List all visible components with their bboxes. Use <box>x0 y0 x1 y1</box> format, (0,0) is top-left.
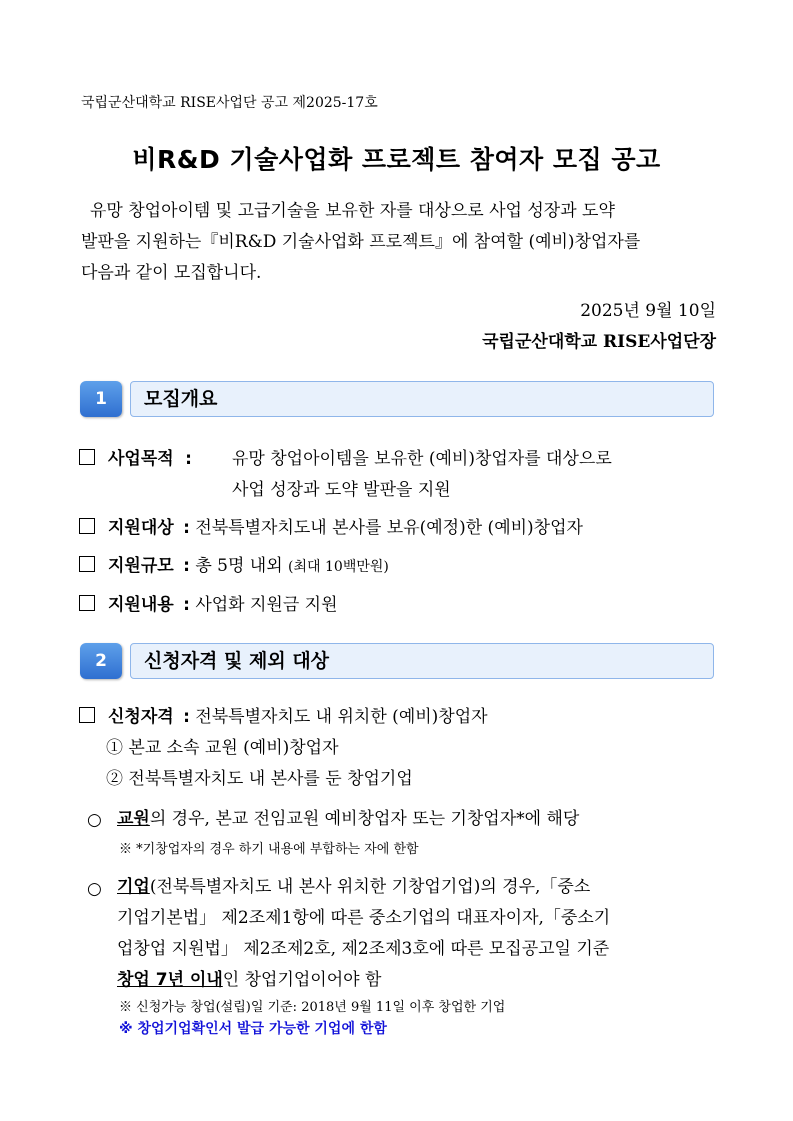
faculty-note: ※ *기창업자의 경우 하기 내용에 부합하는 자에 한함 <box>119 842 419 857</box>
item-purpose <box>79 444 192 469</box>
company-line-1: (전북특별자치도 내 본사 위치한 기창업기업)의 경우,「중소 <box>149 877 591 897</box>
page-title: 비R&D 기술사업화 프로젝트 참여자 모집 공고 <box>132 145 661 174</box>
checkbox-icon <box>79 449 95 465</box>
item-purpose-text: 유망 창업아이템을 보유한 (예비)창업자를 대상으로 <box>232 449 612 469</box>
item-target <box>79 513 583 538</box>
item-label: 지원내용 <box>108 595 174 615</box>
item-label: 지원대상 <box>108 518 174 538</box>
item-text-small: (최대 10백만원) <box>288 559 389 575</box>
company-line-2: 기업기본법」 제2조제1항에 따른 중소기업의 대표자이자,「중소기 <box>117 908 611 928</box>
section-2-title: 신청자격 및 제외 대상 <box>130 643 714 679</box>
checkbox-icon <box>79 518 95 534</box>
announcement-date: 2025년 9월 10일 <box>580 301 716 321</box>
section-1-title: 모집개요 <box>130 381 714 417</box>
intro-paragraph <box>81 196 717 289</box>
checkbox-icon <box>79 707 95 723</box>
company-paragraph <box>117 872 718 996</box>
item-text: 사업화 지원금 지원 <box>195 595 338 615</box>
section-1-number: 1 <box>80 381 122 417</box>
section-2-number: 2 <box>80 643 122 679</box>
item-text: 전북특별자치도 내 위치한 (예비)창업자 <box>195 707 488 727</box>
item-text: 총 5명 내외 <box>195 556 283 576</box>
item-label: 신청자격 <box>108 707 174 727</box>
item-purpose-text-2: 사업 성장과 도약 발판을 지원 <box>232 480 451 500</box>
item-content <box>79 590 338 615</box>
company-note-blue: ※ 창업기업확인서 발급 가능한 기업에 한함 <box>119 1021 387 1037</box>
item-text: 전북특별자치도내 본사를 보유(예정)한 (예비)창업자 <box>195 518 583 538</box>
company-emphasis-2: 창업 7년 이내 <box>117 970 223 990</box>
item-qualification <box>79 702 488 727</box>
intro-line-2: 발판을 지원하는『비R&D 기술사업화 프로젝트』에 참여할 (예비)창업자를 <box>81 232 641 252</box>
company-emphasis: 기업 <box>117 877 150 897</box>
faculty-bullet: ○ <box>87 810 102 830</box>
intro-line-1: 유망 창업아이템 및 고급기술을 보유한 자를 대상으로 사업 성장과 도약 <box>90 201 615 221</box>
faculty-paragraph <box>117 804 718 835</box>
item-colon: : <box>183 556 190 576</box>
checkbox-icon <box>79 595 95 611</box>
item-colon: : <box>183 595 190 615</box>
checkbox-icon <box>79 556 95 572</box>
company-line-4: 인 창업기업이어야 함 <box>222 970 382 990</box>
faculty-emphasis: 교원 <box>117 809 150 829</box>
notice-number: 국립군산대학교 RISE사업단 공고 제2025-17호 <box>81 95 378 111</box>
item-colon: : <box>183 518 190 538</box>
issuer: 국립군산대학교 RISE사업단장 <box>482 332 716 352</box>
item-colon: : <box>185 449 192 469</box>
company-bullet: ○ <box>87 879 102 899</box>
qualification-sub-2: ② 전북특별자치도 내 본사를 둔 창업기업 <box>106 769 413 789</box>
intro-line-3: 다음과 같이 모집합니다. <box>81 263 262 283</box>
item-scale <box>79 551 389 576</box>
item-label: 지원규모 <box>108 556 174 576</box>
company-line-3: 업창업 지원법」 제2조제2호, 제2조제3호에 따른 모집공고일 기준 <box>117 939 610 959</box>
faculty-text: 의 경우, 본교 전임교원 예비창업자 또는 기창업자*에 해당 <box>149 809 580 829</box>
item-label: 사업목적 <box>108 449 174 469</box>
qualification-sub-1: ① 본교 소속 교원 (예비)창업자 <box>106 738 339 758</box>
item-colon: : <box>183 707 190 727</box>
company-note: ※ 신청가능 창업(설립)일 기준: 2018년 9월 11일 이후 창업한 기업 <box>119 1000 506 1015</box>
